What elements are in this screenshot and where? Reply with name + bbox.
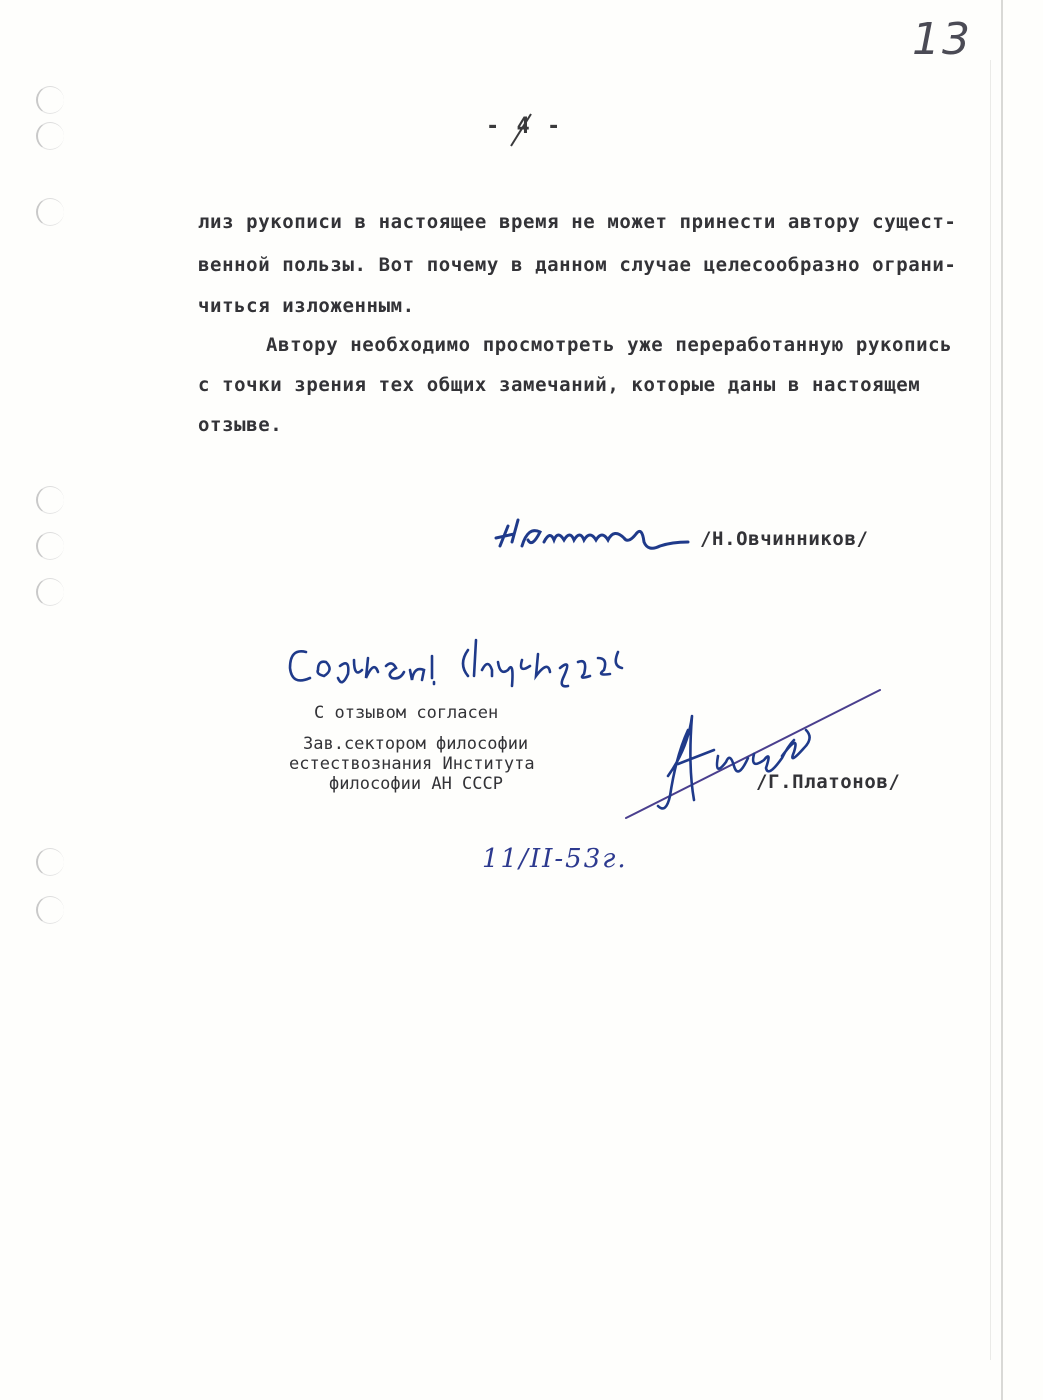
position-line: Зав.сектором философии xyxy=(303,734,529,754)
archive-sheet-number: 13 xyxy=(912,14,972,65)
approval-handwritten-note xyxy=(282,630,652,690)
punch-hole xyxy=(36,578,64,606)
body-line: отзыве. xyxy=(198,414,283,436)
page-edge xyxy=(1001,0,1003,1400)
position-line: естествознания Института xyxy=(289,754,535,774)
body-line: с точки зрения тех общих замечаний, которые даны в настоящем xyxy=(198,374,921,396)
body-line: читься изложенным. xyxy=(198,295,415,317)
punch-hole xyxy=(36,198,64,226)
page-number: - 4 - xyxy=(486,114,563,139)
punch-hole xyxy=(36,532,64,560)
punch-hole xyxy=(36,896,64,924)
body-line: Автору необходимо просмотреть уже переработанную рукопись xyxy=(266,334,953,356)
platonov-typed-name: /Г.Платонов/ xyxy=(756,771,901,793)
punch-hole xyxy=(36,86,64,114)
handwritten-date: 11/II-53г. xyxy=(482,844,628,874)
body-line: лиз рукописи в настоящее время не может принести автору сущест- xyxy=(198,211,957,233)
punch-hole xyxy=(36,122,64,150)
punch-hole xyxy=(36,486,64,514)
ovchinnikov-signature xyxy=(492,512,702,562)
page-number-correction xyxy=(505,110,535,150)
page-edge-shadow xyxy=(990,60,991,1360)
position-line: философии АН СССР xyxy=(329,774,503,794)
approval-agree-line: С отзывом согласен xyxy=(314,703,499,723)
punch-hole xyxy=(36,848,64,876)
platonov-signature xyxy=(618,686,890,826)
body-line: венной пользы. Вот почему в данном случае целесообразно ограни- xyxy=(198,254,957,276)
ovchinnikov-typed-name: /Н.Овчинников/ xyxy=(700,528,869,550)
